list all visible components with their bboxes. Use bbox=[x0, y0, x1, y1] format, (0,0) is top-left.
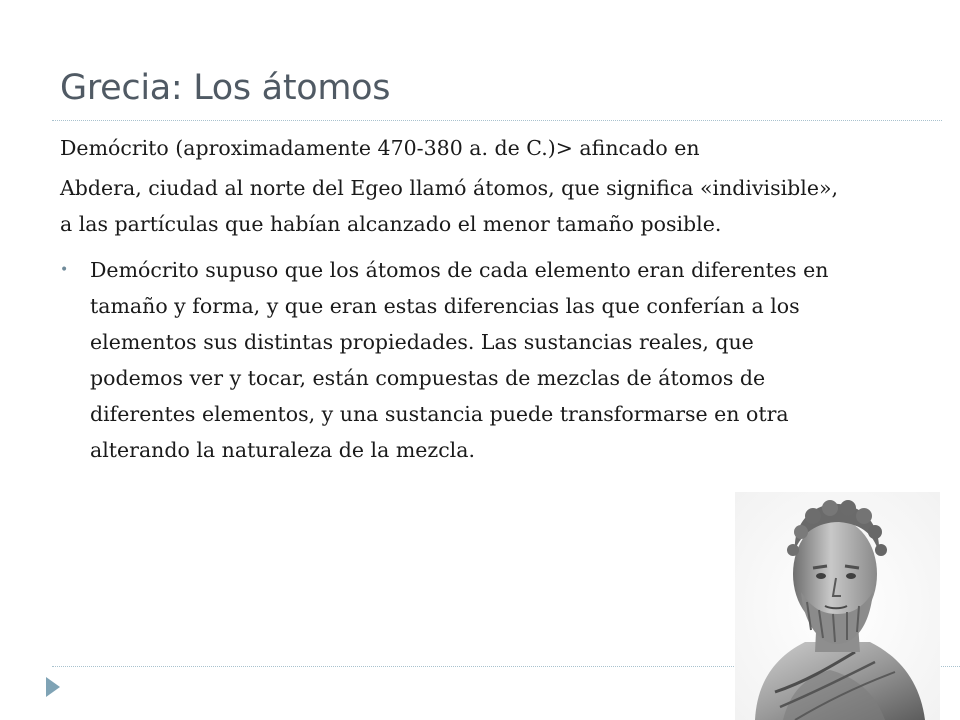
bullet-text: Demócrito supuso que los átomos de cada elemento eran diferentes en tamaño y forma, y que eran estas diferencias las que conferían a los elementos sus distintas propiedades. Las sustancias reales, que podemos ver y tocar, están compuestas de mezclas de átomos de diferentes elementos, y una sustancia puede transformarse en otra alterando la naturaleza de la mezcla. bbox=[90, 258, 829, 462]
list-item bbox=[60, 252, 840, 468]
abdera-paragraph: Abdera, ciudad al norte del Egeo llamó átomos, que significa «indivisible», a las partículas que habían alcanzado el menor tamaño posible. bbox=[60, 176, 839, 236]
slide-title: Grecia: Los átomos bbox=[60, 68, 391, 108]
intro-paragraph: Demócrito (aproximadamente 470-380 a. de C.)> afincado en bbox=[60, 136, 700, 160]
democritus-bust-image bbox=[735, 492, 940, 720]
bullet-marker: • bbox=[60, 262, 69, 278]
slide-body bbox=[60, 130, 840, 468]
title-divider bbox=[52, 120, 942, 121]
next-slide-arrow-icon[interactable] bbox=[46, 677, 60, 697]
